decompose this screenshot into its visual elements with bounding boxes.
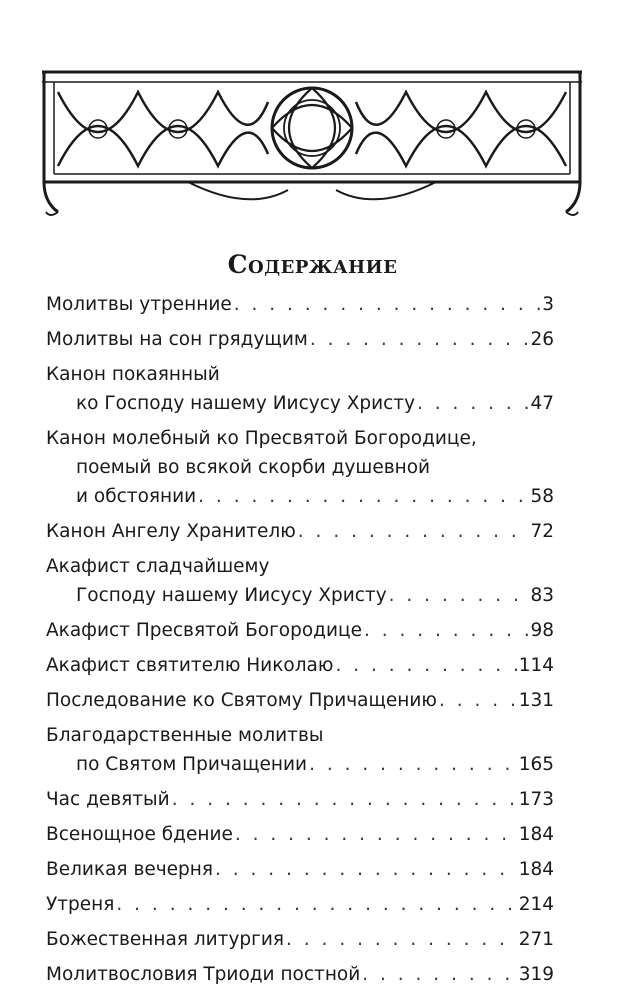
toc-entry-line bbox=[46, 325, 554, 354]
toc-entry-line bbox=[46, 453, 554, 482]
leader-dots bbox=[417, 389, 528, 418]
toc-entry-title: Канон Ангелу Хранителю bbox=[46, 521, 296, 542]
leader-dots bbox=[198, 482, 528, 511]
toc-entry-line bbox=[46, 855, 554, 884]
toc-entry[interactable] bbox=[46, 960, 554, 989]
toc-entry-title: Господу нашему Иисусу Христу bbox=[76, 585, 387, 606]
toc-entry-title: Великая вечерня bbox=[46, 859, 214, 880]
toc-entry[interactable] bbox=[46, 651, 554, 680]
toc-entry-title: Канон молебный ко Пресвятой Богородице, bbox=[46, 428, 477, 449]
toc-entry-title: Акафист сладчайшему bbox=[46, 556, 270, 577]
page-title: Содержание bbox=[227, 250, 398, 279]
toc-page-number: 271 bbox=[518, 929, 554, 950]
toc-page-number: 3 bbox=[542, 294, 554, 315]
leader-dots bbox=[362, 960, 516, 989]
toc-page-number: 114 bbox=[518, 655, 554, 676]
toc-entry[interactable] bbox=[46, 517, 554, 546]
leader-dots bbox=[215, 855, 517, 884]
toc-entry-title: ко Господу нашему Иисусу Христу bbox=[76, 393, 416, 414]
toc-entry-line bbox=[46, 482, 554, 511]
toc-page-number: 165 bbox=[518, 754, 554, 775]
toc-entry[interactable] bbox=[46, 855, 554, 884]
toc-entry-title: Последование ко Святому Причащению bbox=[46, 690, 437, 711]
toc-page-number: 47 bbox=[530, 393, 554, 414]
toc-page-number: 184 bbox=[518, 824, 554, 845]
toc-entry-title: Утреня bbox=[46, 894, 115, 915]
toc-entry-line bbox=[46, 517, 554, 546]
leader-dots bbox=[235, 820, 517, 849]
toc-entry-title: Божественная литургия bbox=[46, 929, 285, 950]
leader-dots bbox=[172, 785, 517, 814]
toc-page-number: 173 bbox=[518, 789, 554, 810]
toc-entry[interactable] bbox=[46, 424, 554, 511]
toc-entry-line bbox=[46, 651, 554, 680]
leader-dots bbox=[298, 517, 529, 546]
toc-page-number: 319 bbox=[518, 964, 554, 985]
celtic-knot-ornament-icon bbox=[38, 62, 586, 220]
toc-entry-line bbox=[46, 820, 554, 849]
toc-page-number: 98 bbox=[530, 620, 554, 641]
leader-dots bbox=[310, 325, 529, 354]
leader-dots bbox=[439, 686, 517, 715]
toc-entry-title: Канон покаянный bbox=[46, 364, 220, 385]
toc-page-number: 83 bbox=[530, 585, 554, 606]
toc-entry-line bbox=[46, 890, 554, 919]
toc-entry-title: Час девятый bbox=[46, 789, 170, 810]
toc-entry-title: Молитвы утренние bbox=[46, 294, 232, 315]
toc-page-number: 72 bbox=[530, 521, 554, 542]
toc-page-number: 26 bbox=[530, 329, 554, 350]
toc-page-number: 214 bbox=[518, 894, 554, 915]
leader-dots bbox=[389, 581, 529, 610]
toc-entry-line bbox=[46, 581, 554, 610]
toc-entry-line bbox=[46, 960, 554, 989]
toc-entry-line bbox=[46, 389, 554, 418]
toc-entry-line bbox=[46, 750, 554, 779]
toc-entry-title: Акафист Пресвятой Богородице bbox=[46, 620, 362, 641]
leader-dots bbox=[116, 890, 516, 919]
toc-entry-title: Молитвословия Триоди постной bbox=[46, 964, 361, 985]
toc-entry[interactable] bbox=[46, 325, 554, 354]
toc-entry-title: по Святом Причащении bbox=[76, 754, 308, 775]
toc-entry-line bbox=[46, 721, 554, 750]
toc-entry-line bbox=[46, 686, 554, 715]
toc-entry[interactable] bbox=[46, 616, 554, 645]
leader-dots bbox=[234, 290, 540, 319]
leader-dots bbox=[309, 750, 517, 779]
toc-entry[interactable] bbox=[46, 785, 554, 814]
toc-entry[interactable] bbox=[46, 360, 554, 418]
toc-entry[interactable] bbox=[46, 552, 554, 610]
toc-entry[interactable] bbox=[46, 290, 554, 319]
toc-entry-line bbox=[46, 360, 554, 389]
toc-entry[interactable] bbox=[46, 820, 554, 849]
toc-entry-title: Акафист святителю Николаю bbox=[46, 655, 334, 676]
toc-page-number: 131 bbox=[518, 690, 554, 711]
toc-entry[interactable] bbox=[46, 890, 554, 919]
toc-entry-line bbox=[46, 290, 554, 319]
toc-entry-line bbox=[46, 785, 554, 814]
toc-entry-title: Молитвы на сон грядущим bbox=[46, 329, 308, 350]
toc-entry-line bbox=[46, 552, 554, 581]
toc-entry-line bbox=[46, 616, 554, 645]
table-of-contents bbox=[46, 290, 554, 995]
toc-entry-title: и обстоянии bbox=[76, 486, 197, 507]
toc-entry[interactable] bbox=[46, 721, 554, 779]
toc-entry-line bbox=[46, 424, 554, 453]
toc-page-number: 184 bbox=[518, 859, 554, 880]
leader-dots bbox=[364, 616, 528, 645]
toc-entry[interactable] bbox=[46, 686, 554, 715]
toc-entry-title: Благодарственные молитвы bbox=[46, 725, 324, 746]
leader-dots bbox=[335, 651, 516, 680]
toc-entry-title: поемый во всякой скорби душевной bbox=[76, 457, 431, 478]
toc-page-number: 58 bbox=[530, 486, 554, 507]
toc-entry-title: Всенощное бдение bbox=[46, 824, 233, 845]
